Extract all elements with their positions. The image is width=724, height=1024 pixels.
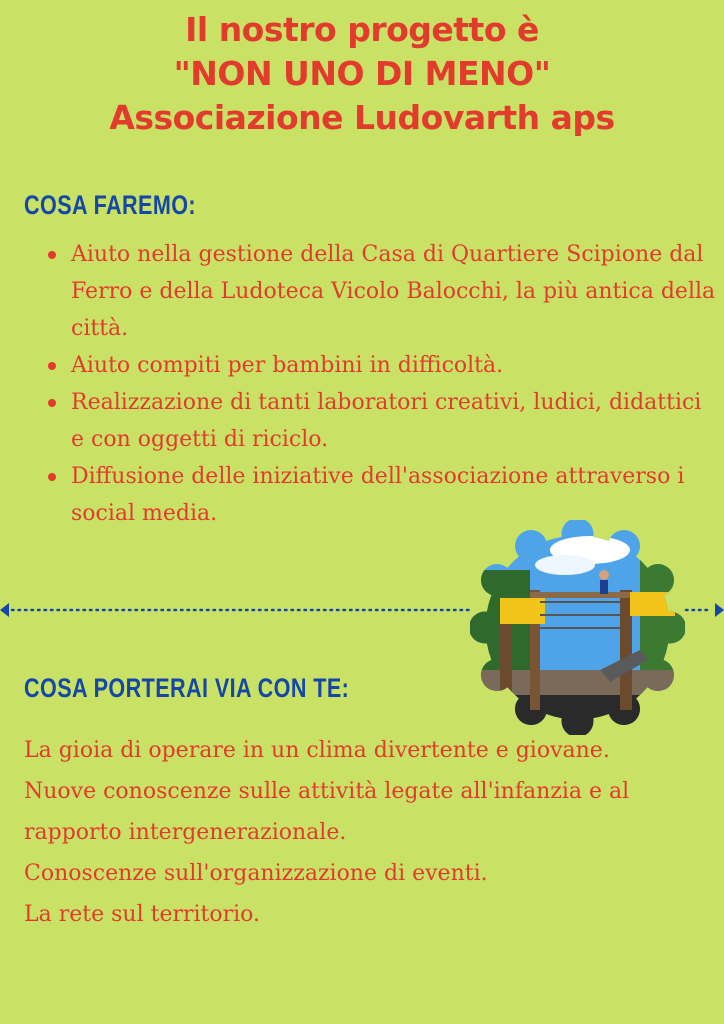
- list-item: Aiuto compiti per bambini in difficoltà.: [46, 347, 716, 384]
- list-item: Aiuto nella gestione della Casa di Quartiere Scipione dal Ferro e della Ludoteca Vicolo Balocchi, la più antica della città.: [46, 236, 716, 347]
- section-heading-takeaways: COSA PORTERAI VIA CON TE:: [24, 673, 350, 703]
- title-line-3: Associazione Ludovarth aps: [109, 98, 615, 137]
- takeaway-line: Conoscenze sull'organizzazione di eventi.: [24, 861, 488, 886]
- page-title: [0, 8, 724, 140]
- title-line-2: "NON UNO DI MENO": [173, 54, 551, 93]
- arrow-right-icon: [715, 603, 724, 617]
- list-item: Realizzazione di tanti laboratori creativi, ludici, didattici e con oggetti di riciclo.: [46, 384, 716, 458]
- list-item: Diffusione delle iniziative dell'associazione attraverso i social media.: [46, 458, 716, 532]
- takeaways-text: [24, 730, 714, 935]
- arrow-left-icon: [0, 603, 9, 617]
- takeaway-line: La gioia di operare in un clima divertente e giovane.: [24, 738, 610, 763]
- title-line-1: Il nostro progetto è: [185, 10, 539, 49]
- takeaway-line: Nuove conoscenze sulle attività legate all'infanzia e al rapporto intergenerazionale.: [24, 779, 630, 845]
- plans-list: [46, 236, 716, 532]
- takeaway-line: La rete sul territorio.: [24, 902, 261, 927]
- section-heading-plans: COSA FAREMO:: [24, 190, 196, 220]
- playground-photo: [470, 520, 685, 735]
